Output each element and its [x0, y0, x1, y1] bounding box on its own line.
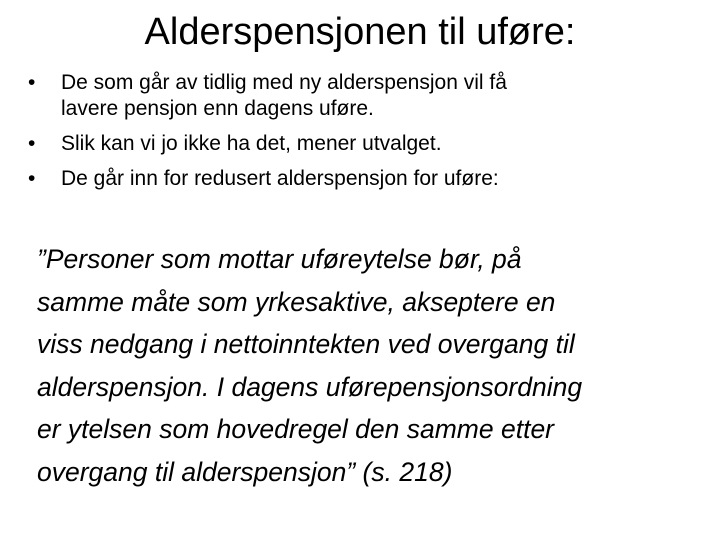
quote-line: overgang til alderspensjon” (s. 218)	[37, 456, 453, 487]
quote-line: viss nedgang i nettoinntekten ved overgang til	[37, 329, 575, 359]
bullet-line: Slik kan vi jo ikke ha det, mener utvalget.	[61, 132, 442, 155]
bullet-line: De som går av tidlig med ny alderspensjon vil få	[61, 71, 507, 94]
bullet-line: De går inn for redusert alderspensjon for uføre:	[61, 167, 499, 190]
bullet-marker: •	[28, 71, 36, 94]
bullet-list	[0, 70, 720, 201]
quote-line: ”Personer som mottar uføreytelse bør, på	[37, 244, 522, 274]
quote-line: samme måte som yrkesaktive, akseptere en	[37, 286, 556, 317]
quote-line: alderspensjon. I dagens uførepensjonsordning	[37, 371, 583, 402]
slide-title: Alderspensjonen til uføre:	[144, 11, 576, 53]
bullet-text	[61, 166, 681, 192]
bullet-marker: •	[28, 167, 36, 190]
bullet-text	[61, 70, 681, 122]
bullet-item	[0, 131, 720, 157]
quote-line: er ytelsen som hovedregel den samme etter	[37, 414, 555, 444]
bullet-line: lavere pensjon enn dagens uføre.	[61, 97, 374, 120]
bullet-marker: •	[28, 132, 36, 155]
bullet-item	[0, 70, 720, 122]
quote-block	[37, 238, 707, 493]
bullet-text	[61, 131, 681, 157]
bullet-item	[0, 166, 720, 192]
